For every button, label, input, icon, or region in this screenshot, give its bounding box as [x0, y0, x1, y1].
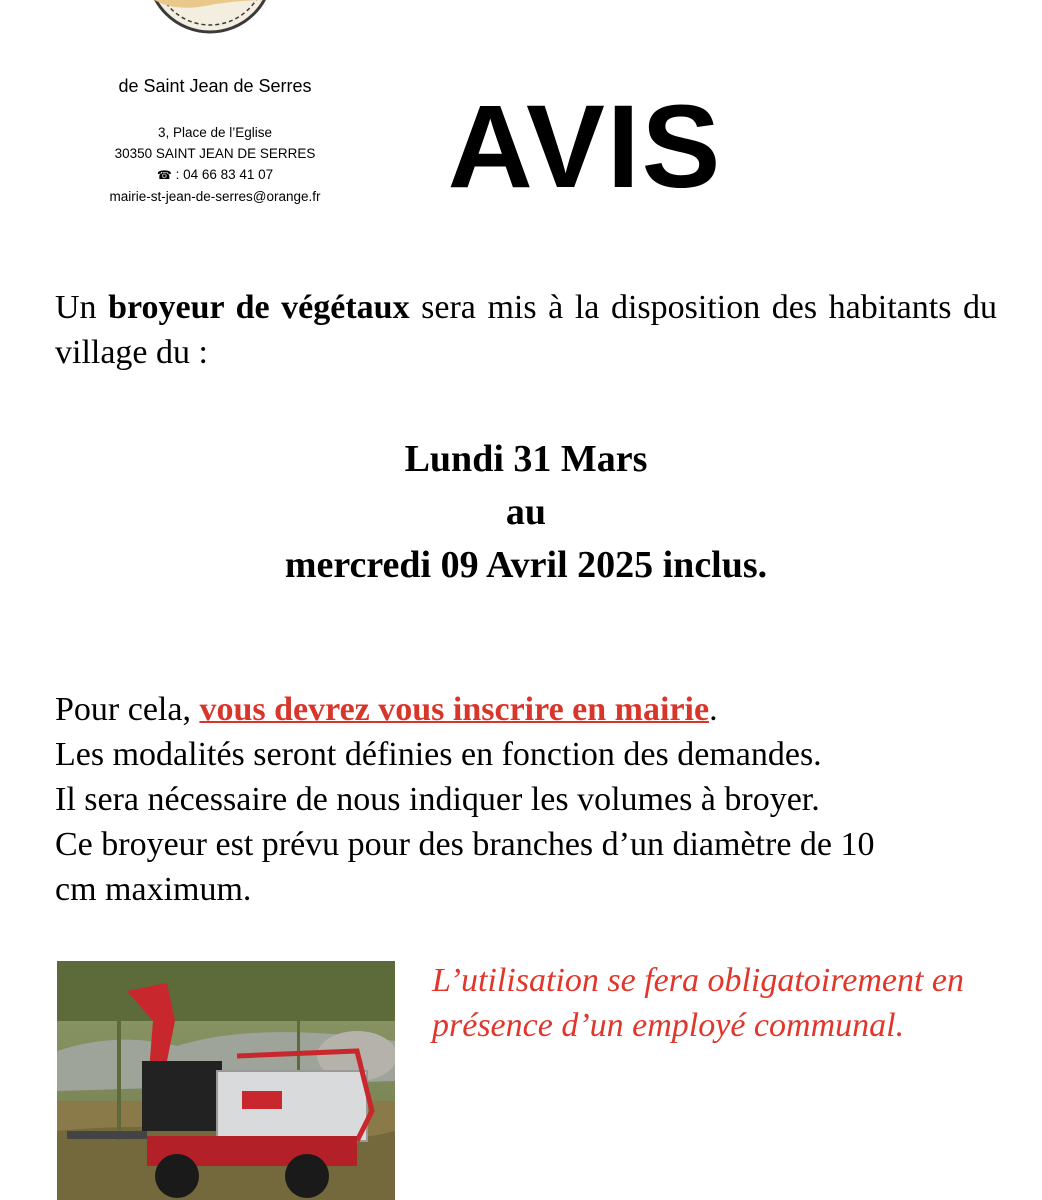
chipper-photo	[57, 961, 395, 1200]
details-line-2: Les modalités seront définies en fonction des demandes.	[55, 736, 822, 773]
details-period: .	[709, 691, 718, 728]
intro-prefix: Un	[55, 289, 109, 326]
notice-title: AVIS	[447, 81, 723, 213]
details-line-4: Ce broyeur est prévu pour des branches d’un diamètre de 10	[55, 826, 875, 863]
details-prefix: Pour cela,	[55, 691, 200, 728]
date-range	[0, 433, 1042, 592]
mairie-logo	[143, 0, 278, 45]
mairie-name: de Saint Jean de Serres	[118, 76, 312, 96]
date-end: mercredi 09 Avril 2025 inclus.	[284, 544, 768, 586]
email-address: mairie-st-jean-de-serres@orange.fr	[109, 189, 321, 204]
details-paragraph	[55, 687, 997, 912]
details-line-3: Il sera nécessaire de nous indiquer les volumes à broyer.	[55, 781, 820, 818]
date-start: Lundi 31 Mars	[404, 438, 648, 480]
address-street: 3, Place de l’Eglise	[157, 125, 273, 140]
address-block	[60, 122, 370, 207]
intro-suffix: sera mis à la disposition des habitants du village du :	[55, 289, 998, 371]
address-city: 30350 SAINT JEAN DE SERRES	[114, 146, 316, 161]
phone-number: : 04 66 83 41 07	[175, 167, 274, 182]
intro-paragraph	[55, 285, 997, 375]
intro-bold: broyeur de végétaux	[108, 289, 410, 326]
date-connector: au	[505, 491, 547, 533]
supervision-note: L’utilisation se fera obligatoirement en présence d’un employé communal.	[432, 962, 964, 1044]
phone-line	[60, 164, 370, 186]
phone-icon: ☎	[156, 168, 172, 182]
registration-emphasis: vous devrez vous inscrire en mairie	[199, 691, 710, 728]
details-line-1	[55, 687, 997, 732]
details-line-5: cm maximum.	[55, 871, 252, 908]
